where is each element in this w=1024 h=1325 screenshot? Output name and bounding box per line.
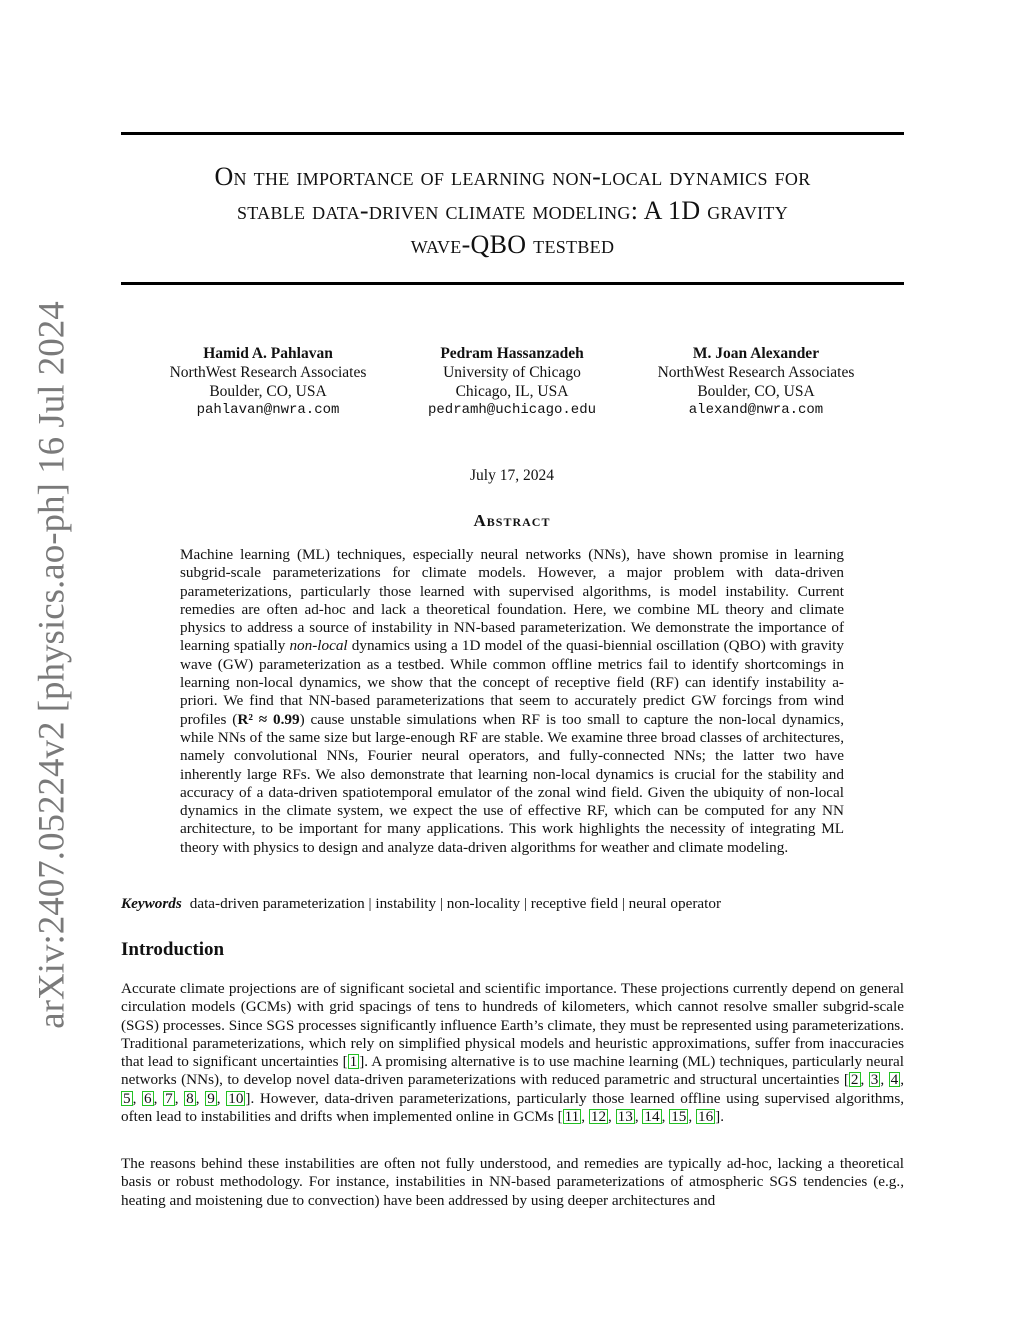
arxiv-identifier: arXiv:2407.05224v2 [physics.ao-ph] 16 Jul 2024 (31, 301, 73, 1029)
citation-link[interactable]: 11 (564, 1108, 580, 1126)
citation-link[interactable]: 16 (697, 1108, 714, 1126)
abstract-emphasis: non-local (289, 637, 348, 655)
keywords-line (121, 895, 904, 913)
author-affiliation: University of Chicago (443, 364, 581, 381)
citation-link[interactable]: 12 (590, 1108, 607, 1126)
author-2 (382, 344, 642, 420)
citation-link[interactable]: 13 (617, 1108, 633, 1126)
citation-link[interactable]: 2 (850, 1071, 859, 1089)
citation-link[interactable]: 7 (165, 1089, 173, 1107)
author-location: Boulder, CO, USA (209, 383, 327, 400)
abstract-text: dynamics using a 1D model of the quasi-biennial oscillation (QBO) with gravity wave (GW) parameterization as a testbed. While common offline metrics fail to identify shortcomings in learning non-local dynamics, we show that the concept of receptive field (RF) can identify instability a-priori. We find that NN-based parameterizations that seem to accurately predict GW forcings from wind profiles ( (180, 637, 844, 728)
citation-group (348, 1053, 360, 1070)
title-line-1: On the importance of learning non-local dynamics for (214, 162, 811, 191)
author-email[interactable]: pahlavan@nwra.com (196, 402, 340, 418)
citation-link[interactable]: 15 (671, 1108, 687, 1126)
abstract-text: Machine learning (ML) techniques, especially neural networks (NNs), have shown promise in learning subgrid-scale parameterizations for climate models. However, a major problem with data-driven parameterizations, particularly those learned with supervised algorithms, is model instability. Current remedies are often ad-hoc and lack a theoretical foundation. Here, we combine ML theory and climate physics to address a source of instability in NN-based parameterization. We demonstrate the importance of learning spatially (180, 546, 844, 655)
keywords-label: Keywords (121, 895, 182, 912)
citation-link[interactable]: 3 (870, 1071, 879, 1089)
author-name: Pedram Hassanzadeh (440, 345, 584, 362)
citation-group: 2 , 3 , 4 , 5 , 6 , 7 , 8 , 9 , 10 (123, 1071, 904, 1107)
author-name: M. Joan Alexander (692, 345, 820, 362)
citation-link[interactable]: 14 (644, 1108, 660, 1126)
title-line-2: stable data-driven climate modeling: A 1D gravity (236, 196, 789, 225)
paragraph-text: ]. A promising alternative is to use machine learning (ML) techniques, particularly neural networks (NNs), to develop novel data-driven parameterizations with reduced parametric and structural uncertainties [ (121, 1053, 905, 1089)
title-line-3: wave-QBO testbed (410, 230, 615, 259)
title-top-rule (121, 132, 904, 135)
paragraph-text: Accurate climate projections are of significant societal and scientific importance. These projections currently depend on general circulation models (GCMs) with grid spacings of tens to hundreds of kilometers, which cannot resolve smaller subgrid-scale (SGS) processes. Since SGS processes significantly influence Earth’s climate, they must be represented using parameterizations. Traditional parameterizations, which rely on simplified physical models and heuristic approximations, suffer from inaccuracies that lead to significant uncertainties [ (121, 980, 904, 1071)
citation-link[interactable]: 1 (349, 1053, 358, 1071)
author-affiliation: NorthWest Research Associates (169, 364, 367, 381)
citation-group: 11 , 12 , 13 , 14 , 15 , 16 (564, 1108, 714, 1126)
author-block (0, 344, 1024, 424)
introduction-paragraph-2: The reasons behind these instabilities are often not fully understood, and remedies are typically ad-hoc, lacking a theoretical basis or robust methodology. For instance, instabilities in NN-based parameterizations of atmospheric SGS tendencies (e.g., heating and moistening due to convection) have been addressed by using deeper architectures and (121, 1155, 904, 1209)
author-name: Hamid A. Pahlavan (203, 345, 333, 362)
citation-link[interactable]: 4 (890, 1071, 899, 1089)
title-bottom-rule (121, 282, 904, 285)
author-3 (626, 344, 886, 420)
section-heading-introduction: Introduction (121, 939, 225, 960)
paragraph-text: ]. (715, 1108, 725, 1126)
paper-title (121, 160, 904, 262)
abstract-text: ) cause unstable simulations when RF is too small to capture the non-local dynamics, while NNs of the same size but large-enough RF are stable. We examine three broad classes of architectures, namely convolutional NNs, Fourier neural operators, and fully-connected NNs; the latter two have inherently large RFs. We also demonstrate that learning non-local dynamics is crucial for the stability and accuracy of a data-driven spatiotemporal emulator of the zonal wind field. Given the ubiquity of non-local dynamics in the climate system, we expect the use of effective RF, which can be computed for any NN architecture, to be important for many applications. This work highlights the necessity of integrating ML theory with physics to design and analyze data-driven algorithms for weather and climate modeling. (180, 710, 845, 856)
citation-link[interactable]: 10 (228, 1089, 244, 1107)
author-location: Chicago, IL, USA (455, 383, 569, 400)
abstract-heading: Abstract (473, 511, 551, 530)
paragraph-text: ]. However, data-driven parameterizations, particularly those learned offline using supervised algorithms, often lead to instabilities and drifts when implemented online in GCMs [ (121, 1089, 905, 1126)
citation-link[interactable]: 6 (144, 1089, 152, 1107)
citation-link[interactable]: 8 (186, 1089, 194, 1107)
author-email[interactable]: alexand@nwra.com (688, 402, 824, 418)
citation-link[interactable]: 5 (123, 1089, 131, 1107)
introduction-paragraph-1 (121, 980, 904, 1126)
author-affiliation: NorthWest Research Associates (657, 364, 855, 381)
keywords-text: data-driven parameterization | instability | non-locality | receptive field | neural operator (189, 895, 722, 912)
r-squared-value: R² ≈ 0.99 (237, 710, 300, 728)
abstract-body (180, 546, 844, 857)
citation-link[interactable]: 9 (207, 1089, 215, 1107)
author-location: Boulder, CO, USA (697, 383, 815, 400)
author-1 (138, 344, 398, 420)
author-email[interactable]: pedramh@uchicago.edu (427, 402, 597, 418)
publication-date: July 17, 2024 (470, 467, 554, 484)
